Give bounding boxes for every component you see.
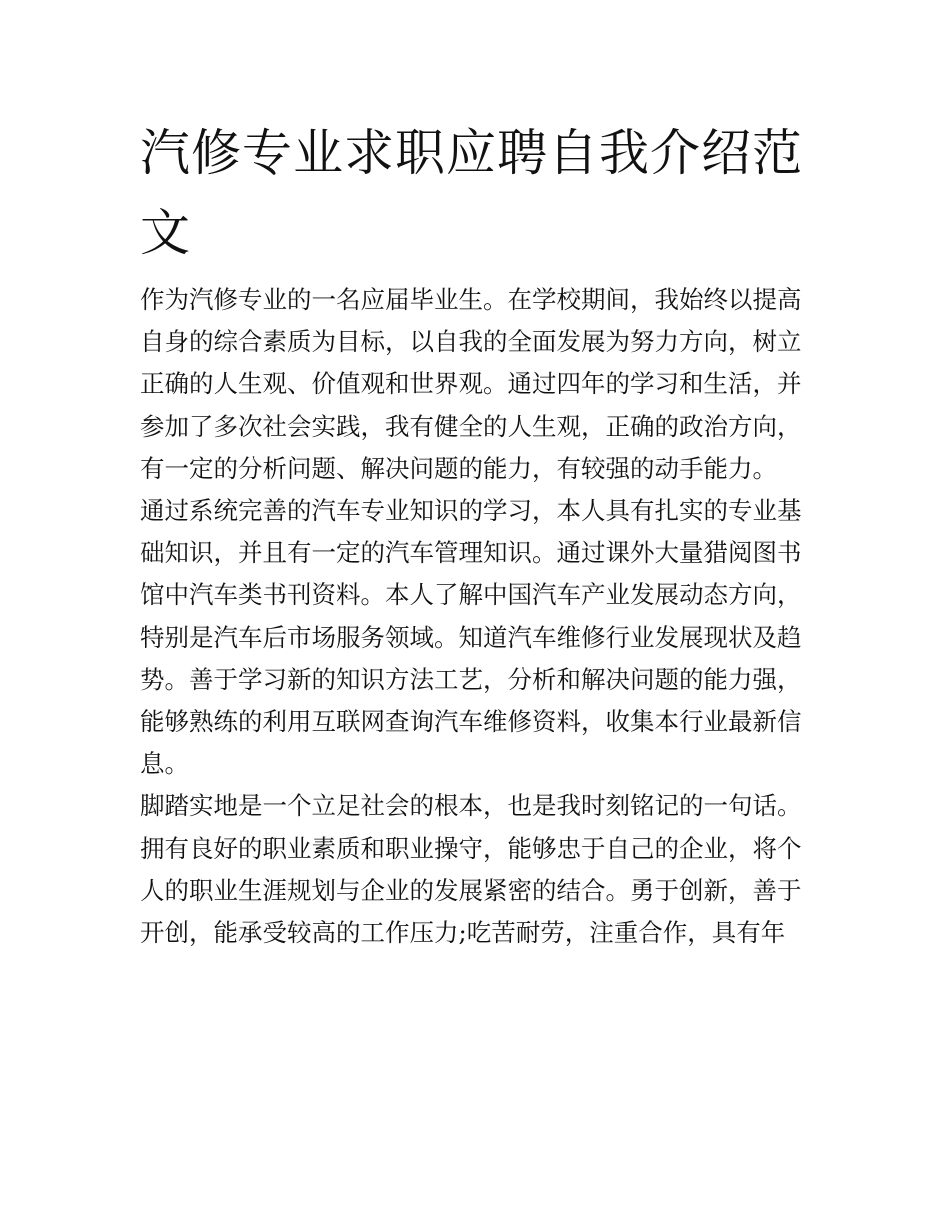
paragraph-1: 作为汽修专业的一名应届毕业生。在学校期间，我始终以提高自身的综合素质为目标，以自我的全面发展为努力方向，树立正确的人生观、价值观和世界观。通过四年的学习和生活，并参加了多次社会实践，我有健全的人生观，正确的政治方向，有一定的分析问题、解决问题的能力，有较强的动手能力。 [140,285,802,483]
paragraph-2: 通过系统完善的汽车专业知识的学习，本人具有扎实的专业基础知识，并且有一定的汽车管理知识。通过课外大量猎阅图书馆中汽车类书刊资料。本人了解中国汽车产业发展动态方向，特别是汽车后市场服务领域。知道汽车维修行业发展现状及趋势。善于学习新的知识方法工艺，分析和解决问题的能力强，能够熟练的利用互联网查询汽车维修资料，收集本行业最新信息。 [140,496,802,779]
document-title: 汽修专业求职应聘自我介绍范文 [140,124,803,262]
document-body [140,279,820,954]
paragraph-3: 脚踏实地是一个立足社会的根本，也是我时刻铭记的一句话。拥有良好的职业素质和职业操守，能够忠于自己的企业，将个人的职业生涯规划与企业的发展紧密的结合。勇于创新，善于开创，能承受较高的工作压力;吃苦耐劳，注重合作，具有年 [140,791,802,948]
